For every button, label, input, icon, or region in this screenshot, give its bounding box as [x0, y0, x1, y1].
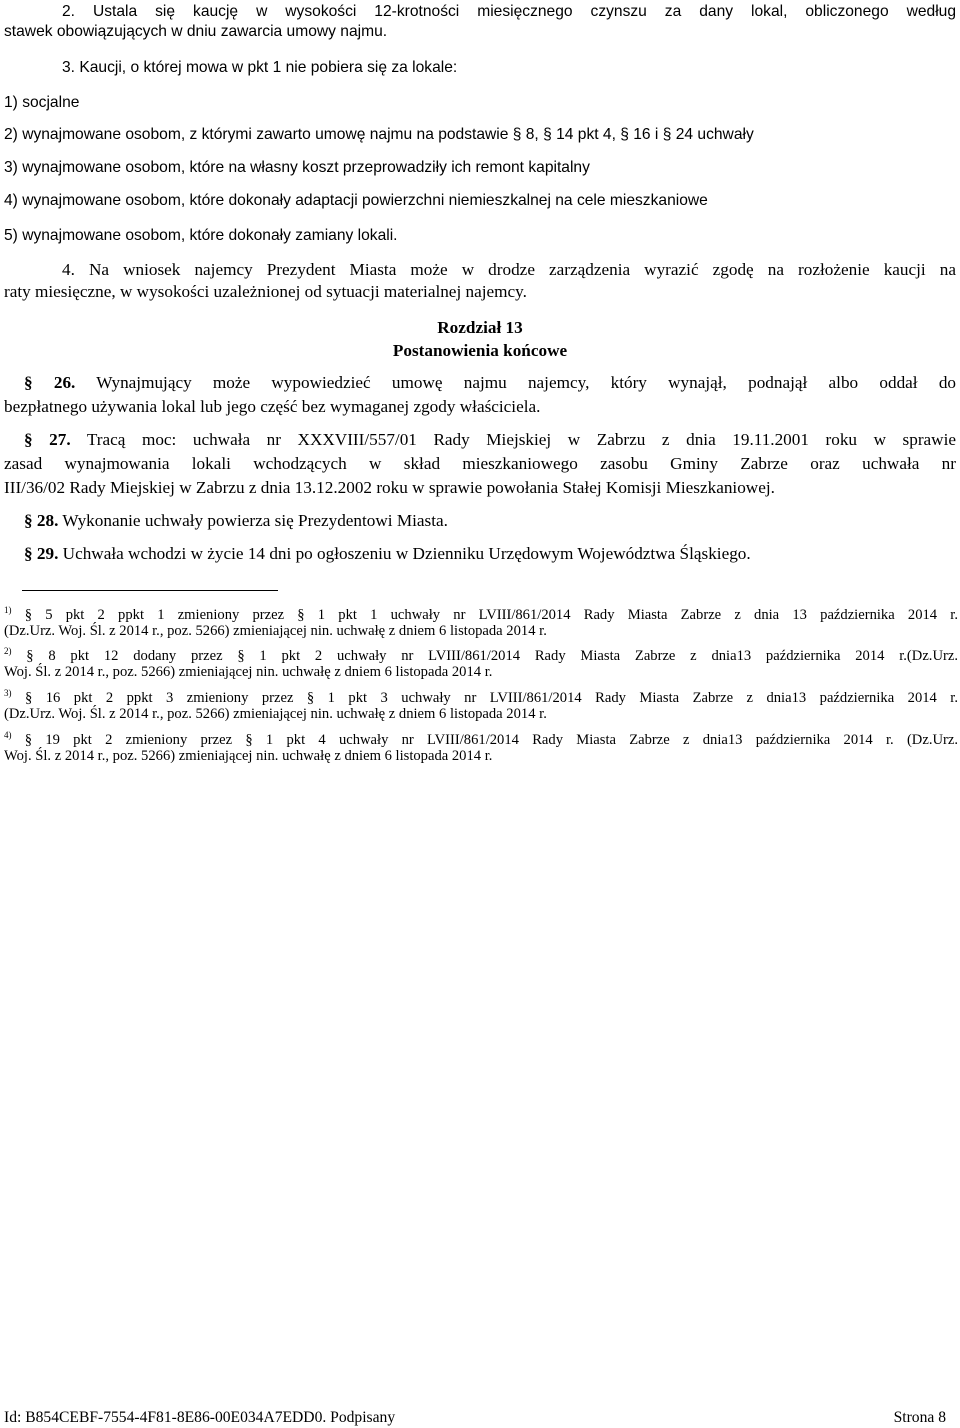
item3-list-item: 3) wynajmowane osobom, które na własny koszt przeprowadziły ich remont kapitalny	[4, 159, 590, 176]
footnote-text: § 5 pkt 2 ppkt 1 zmieniony przez § 1 pkt 1 uchwały nr LVIII/861/2014 Rady Miasta Zabrze z dnia 13 października 2014 r.	[24, 607, 958, 623]
document-id: Id: B854CEBF-7554-4F81-8E86-00E034A7EDD0. Podpisany	[4, 1409, 396, 1426]
item4-line1: 4. Na wniosek najemcy Prezydent Miasta może w drodze zarządzenia wyrazić zgodę na rozłożenie kaucji na	[62, 260, 956, 279]
par29-text: Uchwała wchodzi w życie 14 dni po ogłoszeniu w Dzienniku Urzędowym Województwa Śląskiego.	[62, 544, 751, 563]
par27-text: Tracą moc: uchwała nr XXXVIII/557/01 Rady Miejskiej w Zabrzu z dnia 19.11.2001 roku w sprawie	[86, 430, 956, 449]
par27-number: § 27.	[24, 430, 71, 449]
par26-line2: bezpłatnego używania lokal lub jego część bez wymaganej zgody właściciela.	[4, 397, 541, 416]
footnote-2-line2: Woj. Śl. z 2014 r., poz. 5266) zmieniającej nin. uchwałę z dniem 6 listopada 2014 r.	[4, 664, 493, 680]
par26-line1	[24, 373, 956, 393]
item3-list-item: 1) socjalne	[4, 94, 80, 111]
footnote-1-line2: (Dz.Urz. Woj. Śl. z 2014 r., poz. 5266) zmieniającej nin. uchwałę z dniem 6 listopada 2014 r.	[4, 623, 547, 639]
par27-line2: zasad wynajmowania lokali wchodzących w skład mieszkaniowego zasobu Gminy Zabrze oraz uchwała nr	[4, 454, 956, 473]
footnote-mark: 1)	[4, 605, 12, 615]
footnote-mark: 3)	[4, 688, 12, 698]
item3-list-item: 2) wynajmowane osobom, z którymi zawarto umowę najmu na podstawie § 8, § 14 pkt 4, § 16 i § 24 uchwały	[4, 126, 754, 143]
footnote-mark: 4)	[4, 730, 12, 740]
chapter-title: Postanowienia końcowe	[392, 341, 568, 360]
par26-number: § 26.	[24, 373, 76, 392]
footnote-4-line2: Woj. Śl. z 2014 r., poz. 5266) zmieniającej nin. uchwałę z dniem 6 listopada 2014 r.	[4, 748, 493, 764]
page-number: Strona 8	[893, 1409, 946, 1426]
chapter-number: Rozdział 13	[437, 318, 523, 337]
par29	[24, 544, 956, 564]
item3-intro: 3. Kaucji, o której mowa w pkt 1 nie pobiera się za lokale:	[62, 59, 458, 76]
item3-list-item: 5) wynajmowane osobom, które dokonały zamiany lokali.	[4, 227, 398, 244]
par27-line1	[24, 430, 956, 450]
par27-line3: III/36/02 Rady Miejskiej w Zabrzu z dnia 13.12.2002 roku w sprawie powołania Stałej Komisji Mieszkaniowej.	[4, 478, 775, 497]
item4-line2: raty miesięczne, w wysokości uzależnionej od sytuacji materialnej najemcy.	[4, 282, 527, 301]
footnote-3-line2: (Dz.Urz. Woj. Śl. z 2014 r., poz. 5266) zmieniającej nin. uchwałę z dniem 6 listopada 2014 r.	[4, 706, 547, 722]
par28	[24, 511, 956, 531]
par26-text: Wynajmujący może wypowiedzieć umowę najmu najemcy, który wynajął, podnajął albo oddał do	[96, 373, 957, 392]
par28-number: § 28.	[24, 511, 59, 530]
footnote-mark: 2)	[4, 646, 12, 656]
footnote-text: § 8 pkt 12 dodany przez § 1 pkt 2 uchwały nr LVIII/861/2014 Rady Miasta Zabrze z dnia13 października 2014 r.(Dz.Urz.	[26, 648, 958, 664]
item2-line2: stawek obowiązujących w dniu zawarcia umowy najmu.	[4, 23, 388, 40]
par29-number: § 29.	[24, 544, 59, 563]
item3-list-item: 4) wynajmowane osobom, które dokonały adaptacji powierzchni niemieszkalnej na cele mieszkaniowe	[4, 192, 708, 209]
footnote-separator	[22, 590, 278, 591]
par28-text: Wykonanie uchwały powierza się Prezydentowi Miasta.	[62, 511, 448, 530]
footnote-text: § 16 pkt 2 ppkt 3 zmieniony przez § 1 pkt 3 uchwały nr LVIII/861/2014 Rady Miasta Zabrze z dnia13 października 2014 r.	[24, 690, 958, 706]
footnote-text: § 19 pkt 2 zmieniony przez § 1 pkt 4 uchwały nr LVIII/861/2014 Rady Miasta Zabrze z dnia13 października 2014 r. (Dz.Urz.	[24, 732, 958, 748]
item2-line1: 2. Ustala się kaucję w wysokości 12-krotności miesięcznego czynszu za dany lokal, obliczonego według	[62, 3, 956, 20]
